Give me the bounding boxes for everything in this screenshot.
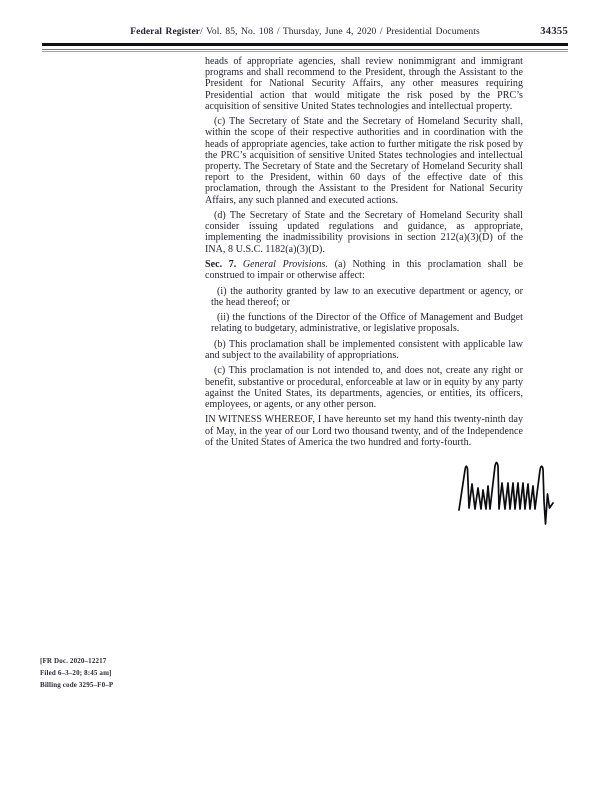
header-rule-thick (42, 43, 568, 46)
paragraph-witness: IN WITNESS WHEREOF, I have hereunto set my hand this twenty-ninth day of May, in the year of our Lord two thousand twenty, and of the Independence of the United States of America the two hundred and forty-fourth. (205, 414, 523, 448)
header-citation (42, 27, 568, 37)
section-lead-text: (a) Nothing in this proclamation shall be construed to impair or otherwise affect: (205, 259, 523, 282)
paragraph-sec7-intro (205, 259, 523, 281)
page-number: 34355 (540, 26, 568, 37)
paragraph-continuation: heads of appropriate agencies, shall review nonimmigrant and immigrant programs and shall recommend to the President, through the Assistant to the President for National Security Affairs, any other measures requiring Presidential action that would mitigate the risk posed by the PRC’s acquisition of sensitive United States technologies and intellectual property. (205, 56, 523, 112)
filed-date: Filed 6–3–20; 8:45 am] (40, 669, 112, 677)
section-label: Sec. 7. (205, 259, 237, 271)
paragraph-sec6-d: (d) The Secretary of State and the Secretary of Homeland Security shall consider issuing updated regulations and guidance, as appropriate, implementing the inadmissibility provisions in section 212(a)(3)(D) of the INA, 8 U.S.C. 1182(a)(3)(D). (205, 210, 523, 255)
fr-doc-number: [FR Doc. 2020–12217 (40, 657, 107, 665)
page-header (42, 27, 568, 41)
filing-info-block (40, 655, 113, 691)
header-rule-thin (42, 49, 568, 53)
paragraph-sec7-a-i: (i) the authority granted by law to an executive department or agency, or the head thereof; or (211, 285, 523, 308)
paragraph-sec7-c: (c) This proclamation is not intended to, and does not, create any right or benefit, substantive or procedural, enforceable at law or in equity by any party against the United States, its departments, agencies, or entities, its officers, employees, or agents, or any other person. (205, 365, 523, 410)
paragraph-sec7-a-ii: (ii) the functions of the Director of the Office of Management and Budget relating to budgetary, administrative, or legislative proposals. (211, 312, 523, 335)
header-meta: / Vol. 85, No. 108 / Thursday, June 4, 2020 / Presidential Documents (200, 27, 480, 37)
section-title: General Provisions. (242, 259, 329, 271)
publication-name: Federal Register (130, 27, 201, 37)
paragraph-sec7-b: (b) This proclamation shall be implemented consistent with applicable law and subject to the availability of appropriations. (205, 338, 523, 361)
document-body (205, 56, 523, 452)
billing-code: Billing code 3295–F0–P (40, 681, 114, 689)
paragraph-sec6-c: (c) The Secretary of State and the Secretary of Homeland Security shall, within the scope of their respective authorities and in coordination with the heads of appropriate agencies, take action to further mitigate the risk posed by the PRC’s acquisition of sensitive United States technologies and intellectual property. The Secretary of State and the Secretary of Homeland Security shall report to the President, within 60 days of the effective date of this proclamation, through the Assistant to the President for National Security Affairs, any such planned and executed actions. (205, 116, 523, 206)
handwritten-signature-icon (453, 456, 565, 531)
